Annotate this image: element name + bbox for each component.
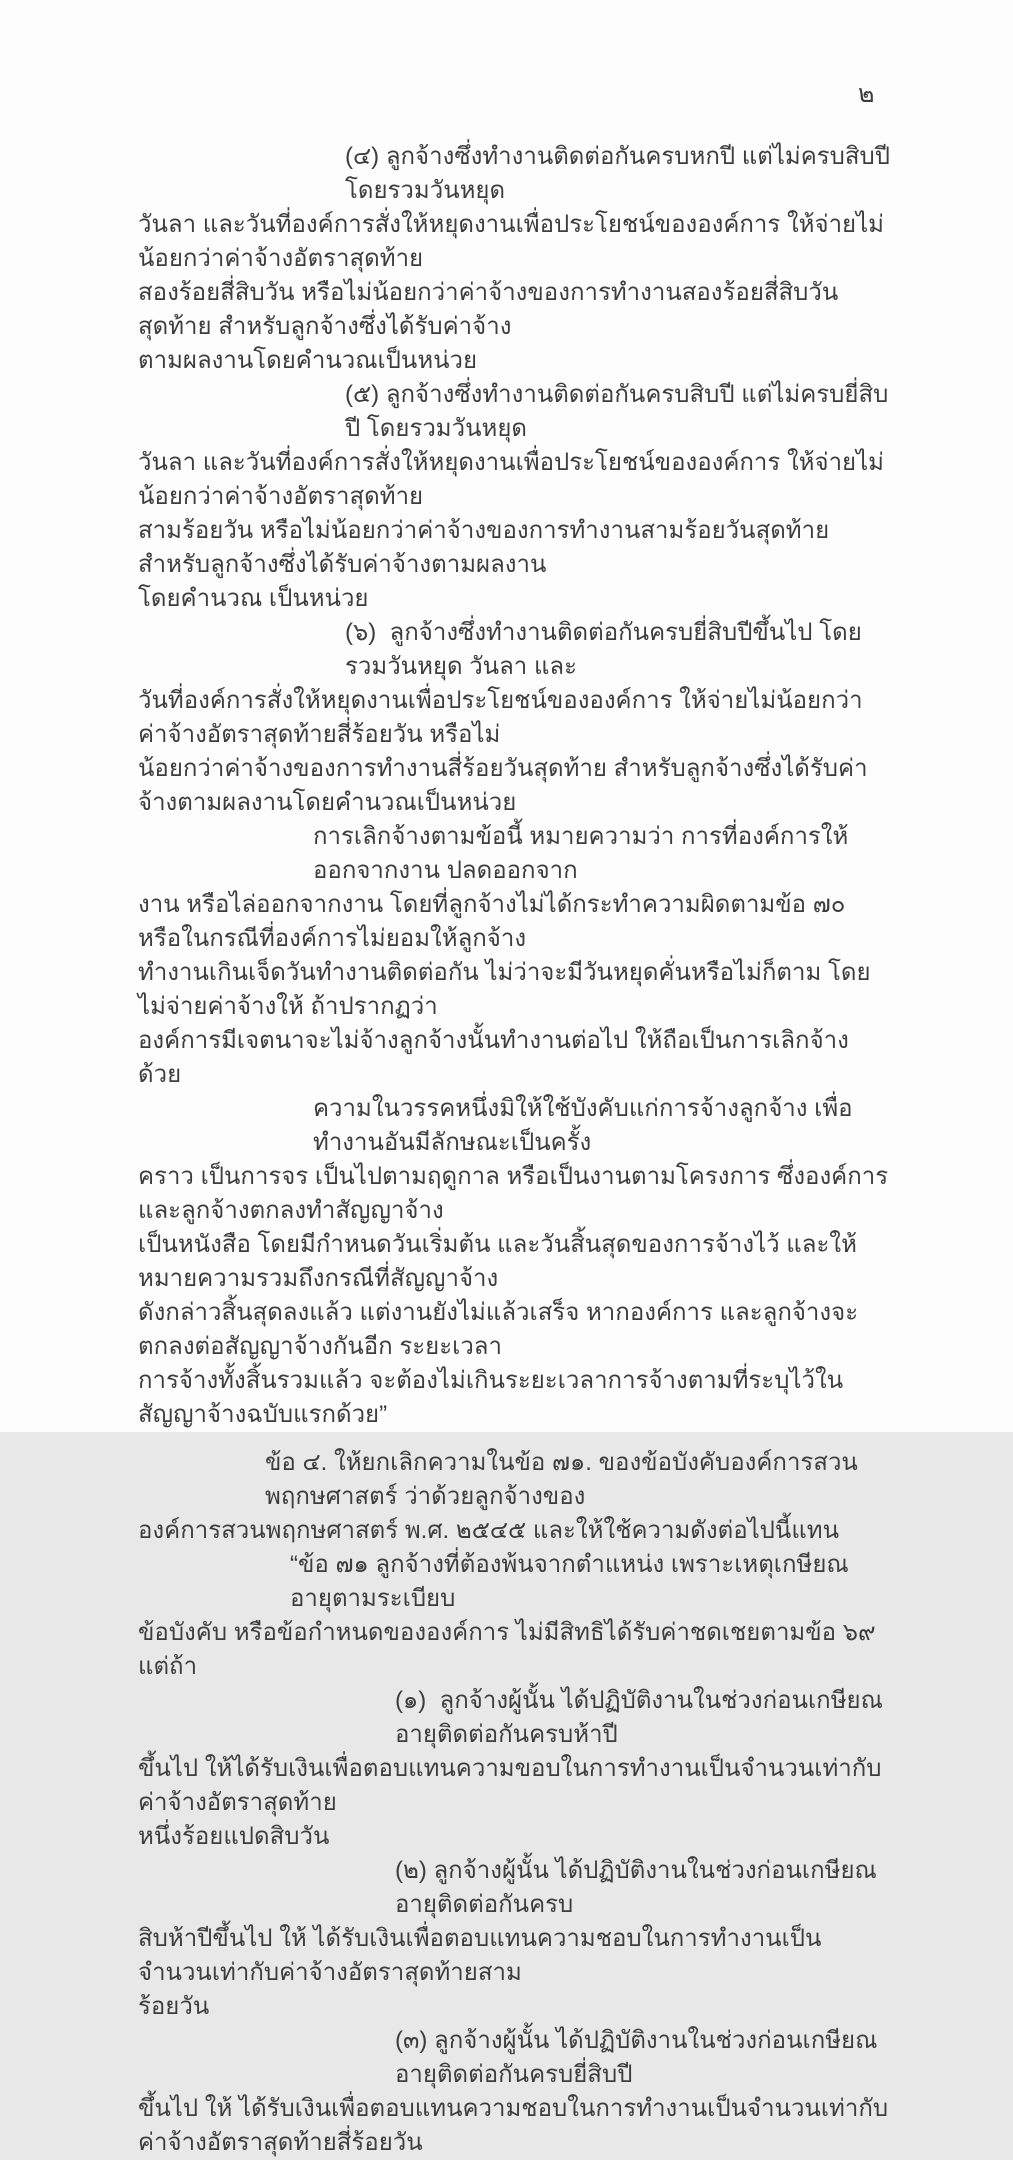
- sub-item-2: [138, 1854, 890, 2024]
- text-line: วันลา และวันที่องค์การสั่งให้หยุดงานเพื่อประโยชน์ขององค์การ ให้จ่ายไม่น้อยกว่าค่าจ้างอัตราสุดท้าย: [138, 449, 884, 510]
- text-line: ขึ้นไป ให้ได้รับเงินเพื่อตอบแทนความขอบในการทำงานเป็นจำนวนเท่ากับค่าจ้างอัตราสุดท้าย: [138, 1755, 882, 1816]
- text-line: คราว เป็นการจร เป็นไปตามฤดูกาล หรือเป็นงานตามโครงการ ซึ่งองค์การ และลูกจ้างตกลงทำสัญญาจ้าง: [138, 1163, 895, 1224]
- sub-item-3: [138, 2024, 890, 2160]
- text-line: ขึ้นไป ให้ ได้รับเงินเพื่อตอบแทนความชอบในการทำงานเป็นจำนวนเท่ากับค่าจ้างอัตราสุดท้ายสี่ร้อยวัน: [138, 2095, 889, 2156]
- text-line: ร้อยวัน: [138, 1993, 210, 2020]
- text-line: เป็นหนังสือ โดยมีกำหนดวันเริ่มต้น และวันสิ้นสุดของการจ้างไว้ และให้หมายความรวมถึงกรณีที่สัญญาจ้าง: [138, 1231, 857, 1292]
- text-line: (๖) ลูกจ้างซึ่งทำงานติดต่อกันครบยี่สิบปีขึ้นไป โดยรวมวันหยุด วันลา และ: [345, 619, 862, 680]
- text-line: ข้อบังคับ หรือข้อกำหนดขององค์การ ไม่มีสิทธิได้รับค่าชดเชยตามข้อ ๖๙ แต่ถ้า: [138, 1619, 883, 1680]
- text-line: องค์การสวนพฤกษศาสตร์ พ.ศ. ๒๕๔๕ และให้ใช้ความดังต่อไปนี้แทน: [138, 1517, 840, 1544]
- text-line: ข้อ ๔. ให้ยกเลิกความในข้อ ๗๑. ของข้อบังคับองค์การสวนพฤกษศาสตร์ ว่าด้วยลูกจ้างของ: [265, 1449, 858, 1510]
- page-number: ๒: [858, 80, 875, 108]
- clause-71-quote: [138, 1548, 890, 1684]
- text-line: (๕) ลูกจ้างซึ่งทำงานติดต่อกันครบสิบปี แต่ไม่ครบยี่สิบปี โดยรวมวันหยุด: [345, 381, 889, 442]
- text-line: (๓) ลูกจ้างผู้นั้น ได้ปฏิบัติงานในช่วงก่อนเกษียณอายุติดต่อกันครบยี่สิบปี: [395, 2027, 878, 2088]
- text-line: ดังกล่าวสิ้นสุดลงแล้ว แต่งานยังไม่แล้วเสร็จ หากองค์การ และลูกจ้างจะตกลงต่อสัญญาจ้างกันอีก ระยะเวลา: [138, 1299, 859, 1360]
- text-line: ตามผลงานโดยคำนวณเป็นหน่วย: [138, 347, 478, 374]
- sub-item-1: [138, 1684, 890, 1854]
- text-line: (๑) ลูกจ้างผู้นั้น ได้ปฏิบัติงานในช่วงก่อนเกษียณอายุติดต่อกันครบห้าปี: [395, 1687, 883, 1748]
- text-line: (๒) ลูกจ้างผู้นั้น ได้ปฏิบัติงานในช่วงก่อนเกษียณอายุติดต่อกันครบ: [395, 1857, 877, 1918]
- text-line: หนึ่งร้อยแปดสิบวัน: [138, 1823, 330, 1850]
- document-body: [138, 140, 897, 2160]
- text-line: “ข้อ ๗๑ ลูกจ้างที่ต้องพ้นจากตำแหน่ง เพราะเหตุเกษียณอายุตามระเบียบ: [290, 1551, 849, 1612]
- text-line: ทำงานเกินเจ็ดวันทำงานติดต่อกัน ไม่ว่าจะมีวันหยุดคั่นหรือไม่ก็ตาม โดยไม่จ่ายค่าจ้างให้ ถ้าปรากฏว่า: [138, 959, 871, 1020]
- clause-item-6: [138, 616, 890, 820]
- clause-item-4: [138, 140, 897, 378]
- text-line: (๔) ลูกจ้างซึ่งทำงานติดต่อกันครบหกปี แต่ไม่ครบสิบปี โดยรวมวันหยุด: [345, 143, 897, 204]
- text-line: ความในวรรคหนึ่งมิให้ใช้บังคับแก่การจ้างลูกจ้าง เพื่อทำงานอันมีลักษณะเป็นครั้ง: [313, 1095, 853, 1156]
- paragraph-exception: [138, 1092, 895, 1432]
- text-line: การเลิกจ้างตามข้อนี้ หมายความว่า การที่องค์การให้ออกจากงาน ปลดออกจาก: [313, 823, 849, 884]
- text-line: โดยคำนวณ เป็นหน่วย: [138, 585, 369, 612]
- text-line: วันที่องค์การสั่งให้หยุดงานเพื่อประโยชน์ขององค์การ ให้จ่ายไม่น้อยกว่าค่าจ้างอัตราสุดท้ายสี่ร้อยวัน หรือไม่: [138, 687, 863, 748]
- text-line: การจ้างทั้งสิ้นรวมแล้ว จะต้องไม่เกินระยะเวลาการจ้างตามที่ระบุไว้ในสัญญาจ้างฉบับแรกด้วย”: [138, 1367, 844, 1428]
- text-line: สองร้อยสี่สิบวัน หรือไม่น้อยกว่าค่าจ้างของการทำงานสองร้อยสี่สิบวันสุดท้าย สำหรับลูกจ้างซึ่งได้รับค่าจ้าง: [138, 279, 839, 340]
- text-line: วันลา และวันที่องค์การสั่งให้หยุดงานเพื่อประโยชน์ขององค์การ ให้จ่ายไม่น้อยกว่าค่าจ้างอัตราสุดท้าย: [138, 211, 884, 272]
- paragraph-termination-definition: [138, 820, 890, 1092]
- text-line: องค์การมีเจตนาจะไม่จ้างลูกจ้างนั้นทำงานต่อไป ให้ถือเป็นการเลิกจ้างด้วย: [138, 1027, 849, 1088]
- text-line: สามร้อยวัน หรือไม่น้อยกว่าค่าจ้างของการทำงานสามร้อยวันสุดท้าย สำหรับลูกจ้างซึ่งได้รับค่าจ้างตามผลงาน: [138, 517, 836, 578]
- text-line: งาน หรือไล่ออกจากงาน โดยที่ลูกจ้างไม่ได้กระทำความผิดตามข้อ ๗๐ หรือในกรณีที่องค์การไม่ยอมให้ลูกจ้าง: [138, 891, 853, 952]
- clause-4-repeal: [138, 1446, 890, 1548]
- text-line: สิบห้าปีขึ้นไป ให้ ได้รับเงินเพื่อตอบแทนความชอบในการทำงานเป็นจำนวนเท่ากับค่าจ้างอัตราสุดท้ายสาม: [138, 1925, 822, 1986]
- text-line: น้อยกว่าค่าจ้างของการทำงานสี่ร้อยวันสุดท้าย สำหรับลูกจ้างซึ่งได้รับค่าจ้างตามผลงานโดยคำนวณเป็นหน่วย: [138, 755, 868, 816]
- clause-item-5: [138, 378, 890, 616]
